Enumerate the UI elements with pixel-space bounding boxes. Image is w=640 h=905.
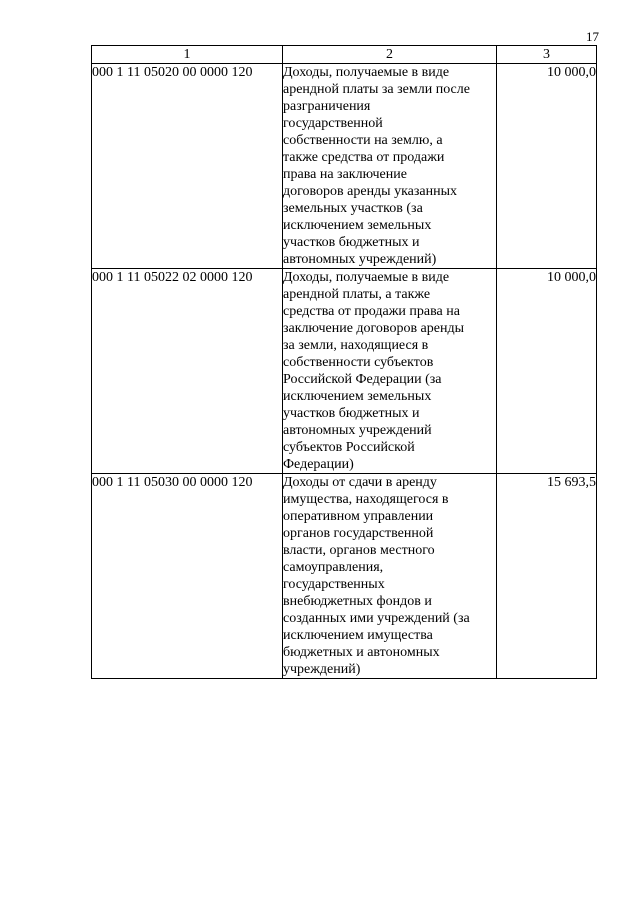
table-row [92,64,597,269]
description-line: Федерации) [283,457,354,472]
description-line: средства от продажи права на [283,304,460,319]
description-line: внебюджетных фондов и [283,594,432,609]
description-line: Доходы, получаемые в виде [283,270,450,285]
description-line: имущества, находящегося в [283,492,449,507]
description-line: органов государственной [283,526,434,541]
description-line: бюджетных и автономных [283,645,440,660]
revenue-description [283,64,497,269]
amount-value: 15 693,5 [497,474,597,679]
classification-code: 000 1 11 05030 00 0000 120 [92,474,283,679]
description-line: Доходы от сдачи в аренду [283,475,437,490]
revenue-table [91,45,597,679]
description-line: оперативном управлении [283,509,434,524]
description-line: созданных ими учреждений (за [283,611,470,626]
description-line: автономных учреждений) [283,252,437,267]
description-line: власти, органов местного [283,543,435,558]
description-line: исключением земельных [283,389,432,404]
description-line: за земли, находящиеся в [283,338,429,353]
description-line: заключение договоров аренды [283,321,465,336]
description-line: самоуправления, [283,560,384,575]
classification-code: 000 1 11 05022 02 0000 120 [92,269,283,474]
revenue-description [283,269,497,474]
amount-value: 10 000,0 [497,269,597,474]
description-line: автономных учреждений [283,423,432,438]
column-header-description: 2 [283,46,497,64]
description-line: земельных участков (за [283,201,423,216]
description-line: государственных [283,577,385,592]
description-line: Российской Федерации (за [283,372,442,387]
description-line: субъектов Российской [283,440,415,455]
classification-code: 000 1 11 05020 00 0000 120 [92,64,283,269]
column-header-code: 1 [92,46,283,64]
description-line: учреждений) [283,662,361,677]
description-line: арендной платы, а также [283,287,431,302]
table-row [92,474,597,679]
column-header-amount: 3 [497,46,597,64]
table-header-row [92,46,597,64]
description-line: исключением имущества [283,628,433,643]
description-line: Доходы, получаемые в виде [283,65,450,80]
description-line: разграничения [283,99,371,114]
description-line: также средства от продажи [283,150,445,165]
amount-value: 10 000,0 [497,64,597,269]
description-line: государственной [283,116,383,131]
description-line: исключением земельных [283,218,432,233]
description-line: арендной платы за земли после [283,82,470,97]
table-row [92,269,597,474]
description-line: участков бюджетных и [283,235,420,250]
revenue-description [283,474,497,679]
description-line: собственности субъектов [283,355,434,370]
description-line: участков бюджетных и [283,406,420,421]
description-line: права на заключение [283,167,407,182]
description-line: собственности на землю, а [283,133,443,148]
page-number: 17 [586,29,599,44]
description-line: договоров аренды указанных [283,184,458,199]
